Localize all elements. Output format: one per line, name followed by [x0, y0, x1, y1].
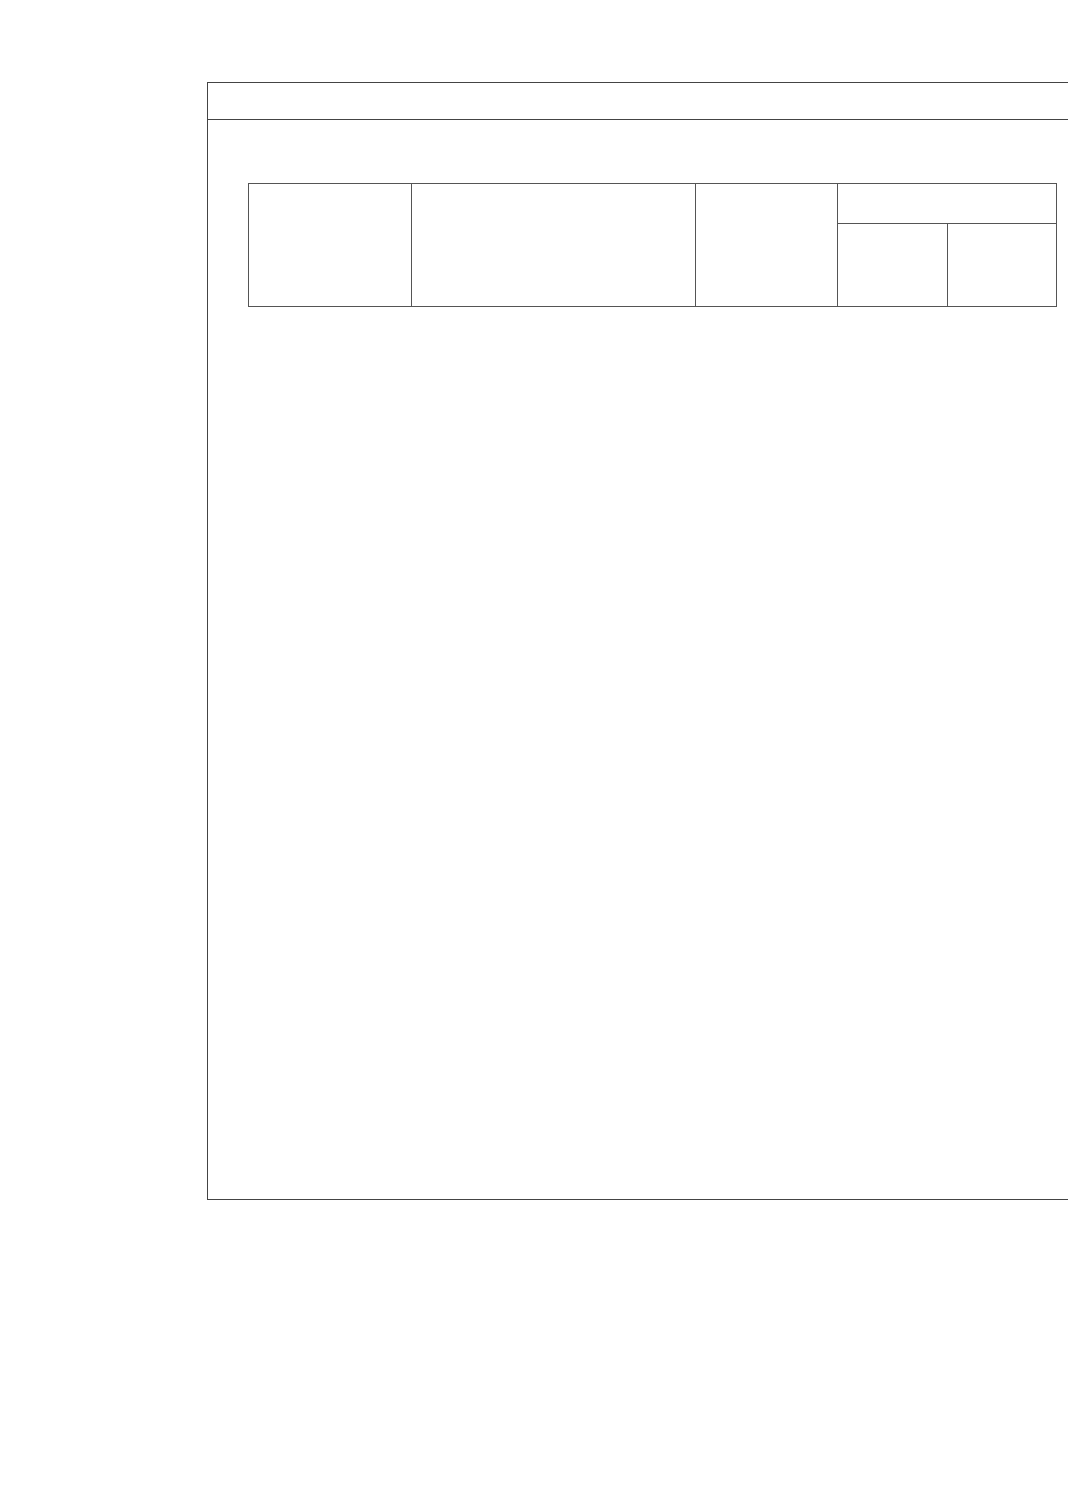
header-rent	[948, 224, 1057, 307]
header-model	[412, 184, 696, 307]
header-purchase	[838, 224, 948, 307]
section-title	[207, 82, 1068, 120]
vehicles-table	[248, 183, 1057, 307]
header-year	[696, 184, 838, 307]
page-number	[0, 40, 1070, 66]
header-list	[249, 184, 412, 307]
header-expenses	[838, 184, 1057, 224]
